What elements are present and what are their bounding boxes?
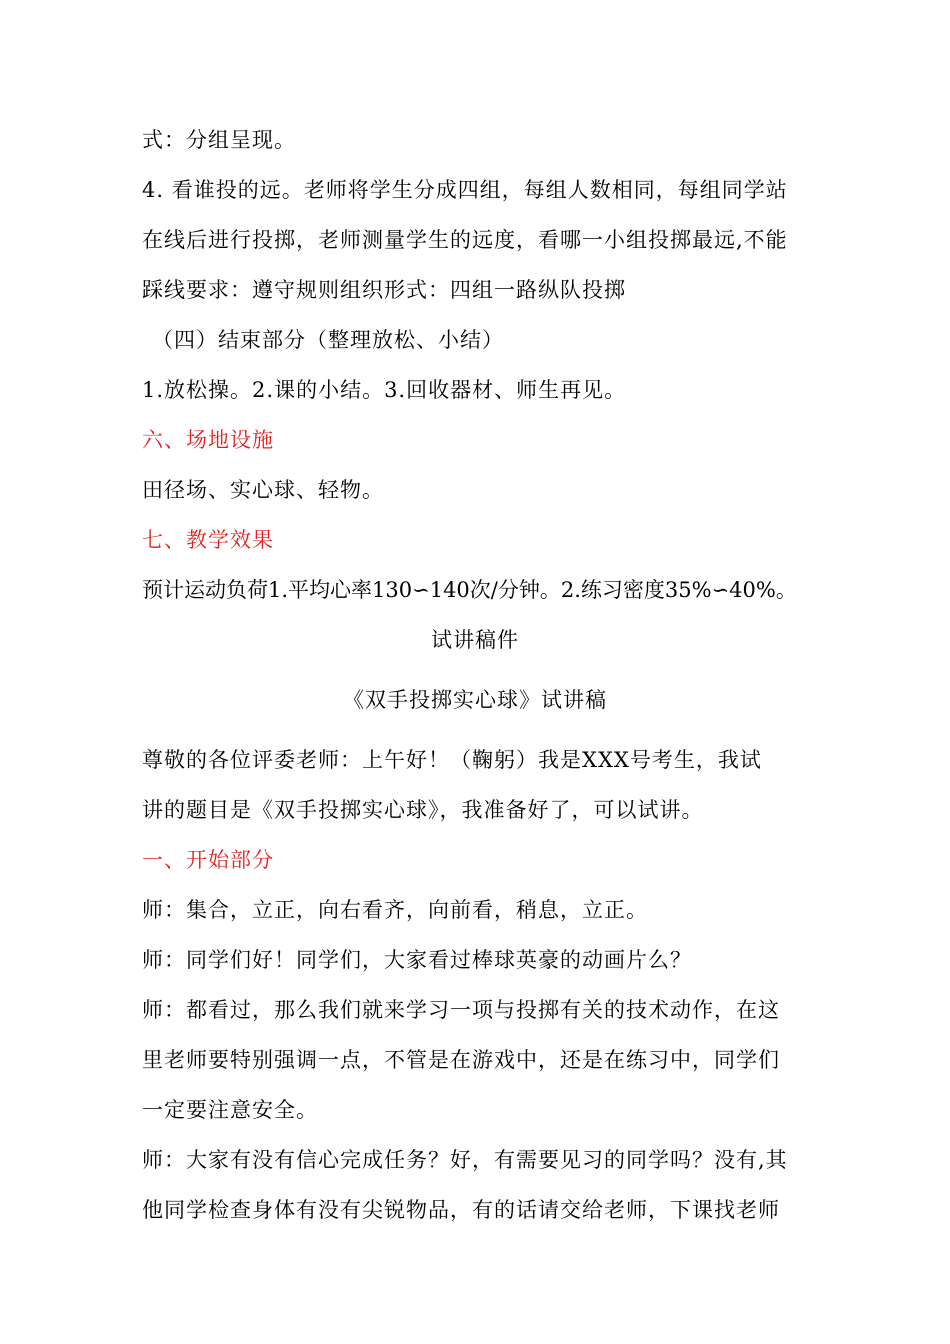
text-line: 师：集合，立正，向右看齐，向前看，稍息，立正。 [142, 898, 648, 922]
text-line: 里老师要特别强调一点，不管是在游戏中，还是在练习中，同学们 [142, 1048, 780, 1072]
text-line: 师：大家有没有信心完成任务？好，有需要见习的同学吗？没有,其 [142, 1148, 788, 1172]
text-line: 预计运动负荷1.平均心率130∽140次/分钟。2.练习密度35%∽40%。 [142, 578, 797, 602]
section-heading: 六、场地设施 [142, 428, 274, 452]
text-line: 式：分组呈现。 [142, 128, 296, 152]
text-line: 1.放松操。2.课的小结。3.回收器材、师生再见。 [142, 378, 627, 402]
text-line: 4. 看谁投的远。老师将学生分成四组，每组人数相同，每组同学站 [142, 178, 788, 202]
text-line: 师：同学们好！同学们，大家看过棒球英豪的动画片么？ [142, 948, 692, 972]
section-heading: 七、教学效果 [142, 528, 274, 552]
text-line: 一定要注意安全。 [142, 1098, 318, 1122]
text-line: 他同学检查身体有没有尖锐物品，有的话请交给老师，下课找老师 [142, 1198, 780, 1222]
doc-title: 试讲稿件 [431, 628, 519, 652]
text-line: 师：都看过，那么我们就来学习一项与投掷有关的技术动作，在这 [142, 998, 780, 1022]
doc-subtitle: 《双手投掷实心球》试讲稿 [343, 688, 607, 712]
text-line: 讲的题目是《双手投掷实心球》，我准备好了，可以试讲。 [142, 798, 704, 822]
text-line: 踩线要求：遵守规则组织形式：四组一路纵队投掷 [142, 278, 626, 302]
section-heading: （四）结束部分（整理放松、小结） [152, 328, 504, 352]
text-line: 田径场、实心球、轻物。 [142, 478, 384, 502]
text-line: 在线后进行投掷，老师测量学生的远度，看哪一小组投掷最远,不能 [142, 228, 788, 252]
text-line: 尊敬的各位评委老师：上午好！（鞠躬）我是XXX号考生，我试 [142, 748, 762, 772]
section-heading: 一、开始部分 [142, 848, 274, 872]
